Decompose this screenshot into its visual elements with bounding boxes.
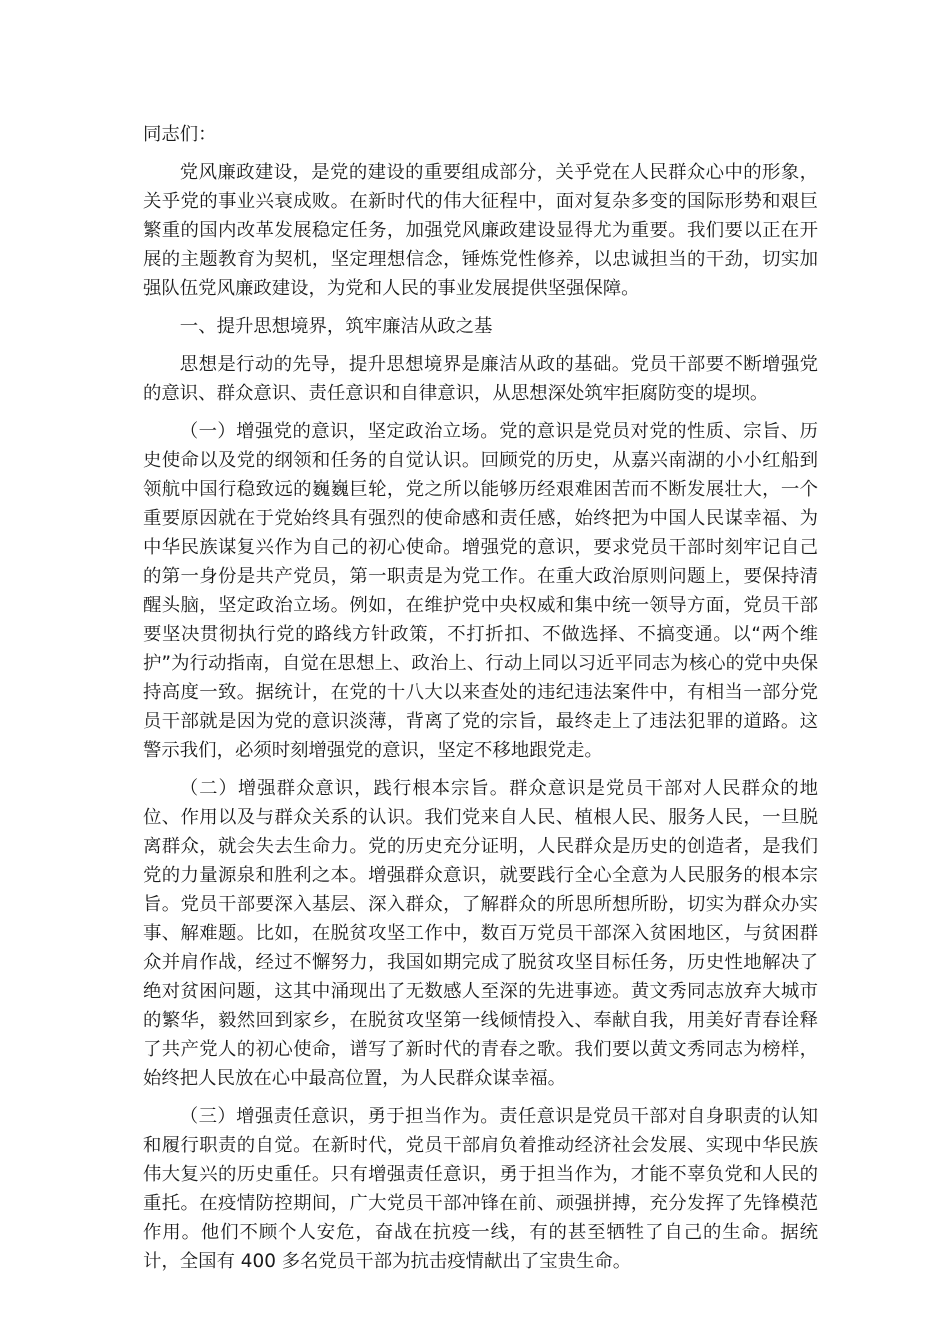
- point-paragraph-1: （一）增强党的意识，坚定政治立场。党的意识是党员对党的性质、宗旨、历史使命以及党的纲领和任务的自觉认识。回顾党的历史，从嘉兴南湖的小小红船到领航中国行稳致远的巍巍巨轮，党之所以能够历经艰难困苦而不断发展壮大，一个重要原因就在于党始终具有强烈的使命感和责任感，始终把为中国人民谋幸福、为中华民族谋复兴作为自己的初心使命。增强党的意识，要求党员干部时刻牢记自己的第一身份是共产党员，第一职责是为党工作。在重大政治原则问题上，要保持清醒头脑，坚定政治立场。例如，在维护党中央权威和集中统一领导方面，党员干部要坚决贯彻执行党的路线方针政策，不打折扣、不做选择、不搞变通。以“两个维护”为行动指南，自觉在思想上、政治上、行动上同以习近平同志为核心的党中央保持高度一致。据统计，在党的十八大以来查处的违纪违法案件中，有相当一部分党员干部就是因为党的意识淡薄，背离了党的宗旨，最终走上了违法犯罪的道路。这警示我们，必须时刻增强党的意识，坚定不移地跟党走。: [143, 421, 818, 761]
- section-lead-paragraph: 思想是行动的先导，提升思想境界是廉洁从政的基础。党员干部要不断增强党的意识、群众意识、责任意识和自律意识，从思想深处筑牢拒腐防变的堤坝。: [143, 354, 818, 404]
- salutation: 同志们：: [143, 124, 217, 145]
- document-body: [143, 120, 818, 1285]
- intro-paragraph: 党风廉政建设，是党的建设的重要组成部分，关乎党在人民群众心中的形象，关乎党的事业兴衰成败。在新时代的伟大征程中，面对复杂多变的国际形势和艰巨繁重的国内改革发展稳定任务，加强党风廉政建设显得尤为重要。我们要以正在开展的主题教育为契机，坚定理想信念，锤炼党性修养，以忠诚担当的干劲，切实加强队伍党风廉政建设，为党和人民的事业发展提供坚强保障。: [143, 162, 818, 299]
- point-paragraph-3: （三）增强责任意识，勇于担当作为。责任意识是党员干部对自身职责的认知和履行职责的自觉。在新时代，党员干部肩负着推动经济社会发展、实现中华民族伟大复兴的历史重任。只有增强责任意识，勇于担当作为，才能不辜负党和人民的重托。在疫情防控期间，广大党员干部冲锋在前、顽强拼搏，充分发挥了先锋模范作用。他们不顾个人安危，奋战在抗疫一线，有的甚至牺牲了自己的生命。据统计，全国有 400 多名党员干部为抗击疫情献出了宝贵生命。: [143, 1106, 818, 1272]
- point-paragraph-2: （二）增强群众意识，践行根本宗旨。群众意识是党员干部对人民群众的地位、作用以及与群众关系的认识。我们党来自人民、植根人民、服务人民，一旦脱离群众，就会失去生命力。党的历史充分证明，人民群众是历史的创造者，是我们党的力量源泉和胜利之本。增强群众意识，就要践行全心全意为人民服务的根本宗旨。党员干部要深入基层、深入群众，了解群众的所思所想所盼，切实为群众办实事、解难题。比如，在脱贫攻坚工作中，数百万党员干部深入贫困地区，与贫困群众并肩作战，经过不懈努力，我国如期完成了脱贫攻坚目标任务，历史性地解决了绝对贫困问题，这其中涌现出了无数感人至深的先进事迹。黄文秀同志放弃大城市的繁华，毅然回到家乡，在脱贫攻坚第一线倾情投入、奉献自我，用美好青春诠释了共产党人的初心使命，谱写了新时代的青春之歌。我们要以黄文秀同志为榜样，始终把人民放在心中最高位置，为人民群众谋幸福。: [143, 778, 818, 1089]
- section-heading: 一、提升思想境界，筑牢廉洁从政之基: [179, 316, 493, 337]
